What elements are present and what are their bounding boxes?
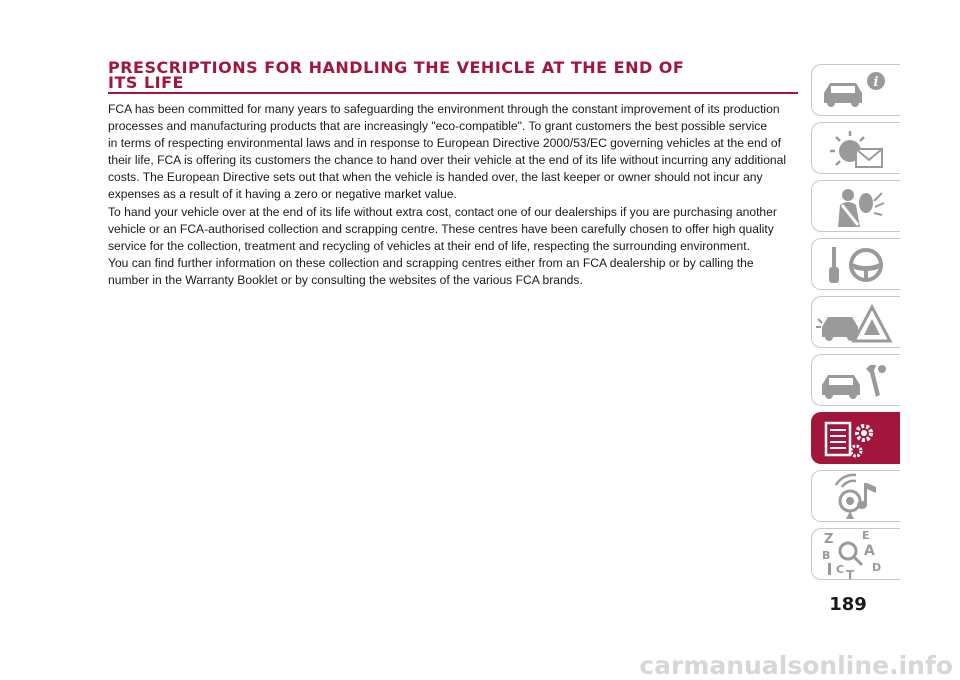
body-line: expenses as a result of it having a zero or negative market value. (108, 187, 457, 202)
body-line: their life, FCA is offering its customers the chance to hand over their vehicle at the end of its life without incurring any additional (108, 153, 787, 168)
page-number: 189 (829, 594, 867, 615)
tab-multimedia[interactable] (811, 470, 900, 522)
section-title (108, 60, 798, 90)
body-line: FCA has been committed for many years to safeguarding the environment through the constant improvement of its production (108, 102, 780, 116)
body-line: number in the Warranty Booklet or by consulting the websites of the various FCA brands. (108, 272, 583, 287)
music-signal-icon (812, 471, 900, 522)
body-line: costs. The European Directive sets out that when the vehicle is handed over, the last keeper or owner should not incur any (108, 170, 763, 185)
tab-safety[interactable] (811, 180, 900, 232)
section-title-line-2: ITS LIFE (108, 73, 184, 92)
index-letter: A (864, 543, 875, 559)
tab-in-an-emergency[interactable] (811, 296, 900, 348)
body-line: in terms of respecting environmental laws and in response to European Directive 2000/53/EC governing vehicles at the end of (108, 136, 781, 151)
body-line: You can find further information on these collection and scrapping centres either from an FCA dealership or by calling the (108, 255, 754, 270)
index-letter: C (836, 563, 845, 576)
warning-light-message-icon (812, 123, 900, 174)
tab-servicing-and-care[interactable] (811, 354, 900, 406)
car-info-icon (812, 65, 900, 116)
index-letter: Z (824, 532, 834, 547)
tab-index[interactable] (811, 528, 900, 580)
key-steering-wheel-icon (812, 239, 900, 290)
section-title-line-1: PRESCRIPTIONS FOR HANDLING THE VEHICLE AT THE END OF (108, 58, 685, 77)
svg-text:i: i (873, 75, 879, 90)
car-wrench-icon (812, 355, 900, 406)
alphabet-search-icon (812, 529, 900, 580)
body-line: service for the collection, treatment and recycling of vehicles at their end of life, respecting the surrounding environment. (108, 238, 750, 253)
index-letter: B (822, 549, 831, 562)
index-letter: T (846, 568, 855, 581)
section-body (108, 101, 800, 289)
body-line: vehicle or an FCA-authorised collection and scrapping centre. These centres have been carefully chosen to offer high quality (108, 221, 774, 236)
tab-starting-and-driving[interactable] (811, 238, 900, 290)
body-line: processes and manufacturing products that are increasingly "eco-compatible". To grant customers the best possible service (108, 119, 768, 134)
car-warning-triangle-icon (812, 297, 900, 348)
tab-technical-specifications[interactable] (811, 412, 900, 464)
index-letter: E (862, 529, 870, 542)
body-line: To hand your vehicle over at the end of its life without extra cost, contact one of our dealerships if you are purchasing another (108, 204, 777, 219)
title-divider (108, 92, 798, 94)
airbag-seatbelt-icon (812, 181, 900, 232)
tab-knowing-instrument-panel[interactable] (811, 122, 900, 174)
index-letter: D (872, 561, 882, 574)
tab-knowing-your-car[interactable] (811, 64, 900, 116)
watermark: carmanualsonline.info (639, 651, 953, 680)
list-gears-icon (812, 413, 900, 464)
